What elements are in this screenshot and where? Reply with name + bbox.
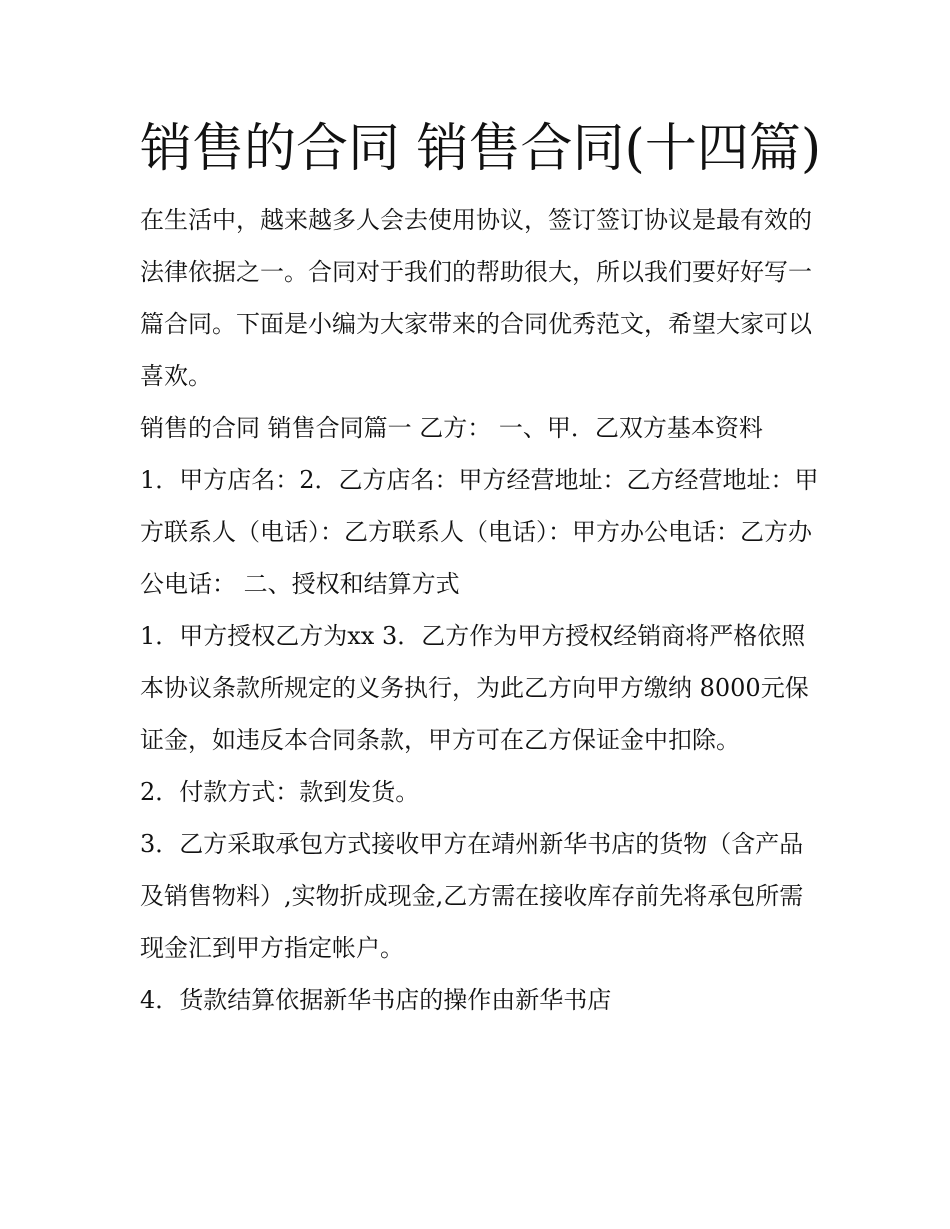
authorization-paragraph: 1．甲方授权乙方为xx 3．乙方作为甲方授权经销商将严格依照本协议条款所规定的义务执行，为此乙方向甲方缴纳 8000元保证金，如违反本合同条款，甲方可在乙方保证金中扣除。 (140, 622, 809, 754)
section-heading-paragraph: 销售的合同 销售合同篇一 乙方： 一、甲．乙双方基本资料 (140, 414, 763, 442)
payment-method-paragraph: 2．付款方式：款到发货。 (140, 778, 420, 806)
settlement-paragraph: 4．货款结算依据新华书店的操作由新华书店 (140, 986, 612, 1014)
document-page (140, 112, 820, 1026)
document-body (140, 194, 820, 1026)
party-info-paragraph: 1．甲方店名：2．乙方店名：甲方经营地址：乙方经营地址：甲方联系人（电话）：乙方联系人（电话）：甲方办公电话：乙方办公电话： 二、授权和结算方式 (140, 466, 819, 598)
contracting-paragraph: 3．乙方采取承包方式接收甲方在靖州新华书店的货物（含产品及销售物料）,实物折成现金,乙方需在接收库存前先将承包所需现金汇到甲方指定帐户。 (140, 830, 804, 962)
document-title: 销售的合同 销售合同(十四篇) (140, 119, 822, 179)
intro-paragraph: 在生活中，越来越多人会去使用协议，签订签订协议是最有效的法律依据之一。合同对于我们的帮助很大，所以我们要好好写一篇合同。下面是小编为大家带来的合同优秀范文，希望大家可以喜欢。 (140, 206, 812, 390)
